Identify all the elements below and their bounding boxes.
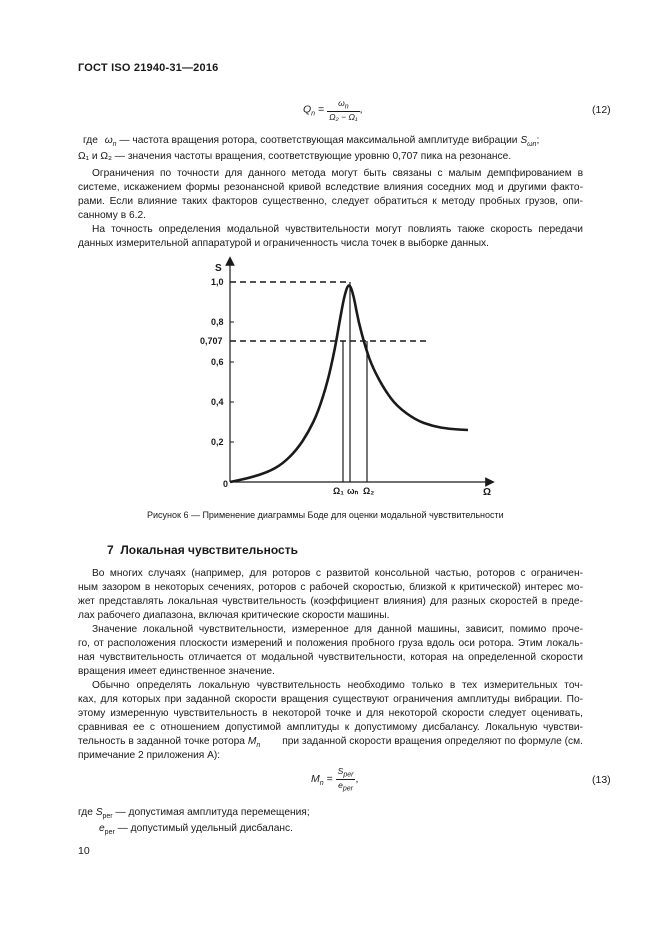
where-eper-line	[99, 822, 293, 839]
equation-12-number: (12)	[592, 104, 611, 116]
equation-13-number: (13)	[592, 774, 611, 786]
s7-p3-line: примечание 2 приложения А):	[78, 750, 221, 761]
para2-line: данных измерительной аппаратурой и ограниченность числа точек в выборке данных.	[78, 238, 489, 249]
y-tick-label: 0,6	[211, 357, 224, 367]
omega-symbol: ω	[104, 135, 113, 146]
x-tick-omega2: Ω₂	[363, 486, 375, 496]
section-title: Локальная чувствительность	[120, 543, 298, 557]
eper-symbol: e	[99, 823, 105, 834]
para2-line: На точность определения модальной чувствительности могут повлиять также скорость передачи	[92, 224, 583, 235]
eq12-numerator-sub: n	[344, 103, 349, 111]
equation-13: $M_n$ = $\frac{S_{per}}{e_{per}}$ ,	[311, 766, 359, 793]
eq12-tail: ,	[359, 103, 363, 116]
y-tick-label: 0,8	[211, 317, 224, 327]
s7-p1-line: ным зазором в некоторых сечениях, роторов с рабочей скоростью, близкой к критической) интерес мо-	[78, 582, 583, 593]
section-number: 7	[107, 543, 114, 557]
s7-p3-line: ках, для которых при заданной скорости вращения существуют ограничения амплитуды вибрации. По-	[78, 694, 583, 705]
y-ticks	[230, 282, 234, 442]
eq12-denominator: Ω₂ − Ω₁	[329, 111, 358, 122]
where-omega-text: — частота вращения ротора, соответствующая максимальной амплитуде вибрации	[119, 135, 518, 146]
s7-p1-line: жет представлять локальная чувствительность (коэффициент влияния) для разных скоростей в преде-	[78, 596, 583, 607]
eq13-tail: ,	[355, 772, 359, 785]
s7-p3-line: Обычно определять локальную чувствительность необходимо только в тех измерительных точ-	[92, 680, 583, 691]
para1-line: Ограничения по точности для данного метода могут быть связаны с малым демпфированием в	[92, 168, 583, 179]
sper-symbol: S	[95, 807, 103, 818]
s7-p1-line: Во многих случаях (например, для роторов с развитой консольной частью, роторов с ограничен-	[92, 568, 583, 579]
equation-12: $Q_n$ = $\frac{\omega_n}{\text{Ω₂ − Ω₁}}$ ,	[303, 98, 363, 122]
para1-line: рами. Если влияние таких факторов существенно, следует обратиться к методу пробных грузов, опи-	[78, 196, 583, 207]
where-end: ;	[536, 135, 540, 146]
eq13-denominator: e	[338, 779, 343, 790]
eq13-denominator-sub: per	[342, 785, 353, 793]
eq13-lhs: M	[311, 772, 320, 785]
x-tick-omega1: Ω₁	[333, 486, 344, 496]
where-sper-text: — допустимая амплитуда перемещения;	[115, 807, 310, 818]
y-tick-label: 0,707	[200, 336, 223, 346]
y-tick-label: 0,4	[211, 397, 224, 407]
y-axis-label: S	[215, 263, 222, 274]
para1-line: системе, искажением формы резонансной кривой вследствие влияния соседних мод и другими факто-	[78, 182, 583, 193]
s7-p3-line: этому измеренную чувствительность в некоторой точке и для некоторой скорости следует оценивать,	[78, 708, 583, 719]
eq12-lhs: Q	[303, 103, 312, 116]
document-header: ГОСТ ISO 21940-31—2016	[78, 62, 219, 74]
sper-subscript: per	[102, 813, 113, 821]
eq12-lhs-sub: n	[311, 110, 316, 118]
x-axis-label: Ω	[483, 487, 492, 498]
s7-p2-line: вращения имеет единственное значение.	[78, 666, 275, 677]
s7-p3-line-part: при заданной скорости вращения определяют по формуле (см.	[282, 736, 583, 747]
x-tick-omega-n: ωₙ	[347, 486, 359, 496]
s7-p2-line: го, от расположения плоскости измерений и положения пробного груза вдоль оси ротора. Этим локаль-	[78, 638, 583, 649]
mn-subscript: n	[256, 742, 261, 750]
where-sper-line	[78, 806, 310, 823]
s-symbol: S	[520, 135, 528, 146]
s7-p2-line: Значение локальной чувствительности, измеренное для данной машины, зависит, помимо проче-	[92, 624, 583, 635]
eper-subscript: per	[104, 829, 115, 837]
origin-label: 0	[223, 479, 229, 489]
bode-diagram	[190, 255, 500, 500]
s7-p1-line: лах рабочего диапазона, включая критические скорости машины.	[78, 610, 390, 621]
where-omega-line	[83, 134, 539, 151]
s7-p3-line-part: тельность в заданной точке ротора $M_n$	[78, 736, 261, 750]
mn-symbol: M	[247, 736, 257, 747]
eq12-numerator: ω	[338, 98, 345, 108]
resonance-curve	[230, 286, 468, 483]
where-omega12-line: Ω₁ и Ω₂ — значения частоты вращения, соответствующие уровню 0,707 пика на резонансе.	[78, 151, 512, 162]
where-prefix: где	[83, 135, 98, 146]
y-tick-label: 0,2	[211, 437, 224, 447]
where-eper-text: — допустимый удельный дисбаланс.	[117, 823, 293, 834]
y-tick-label: 1,0	[211, 277, 224, 287]
where-prefix: где	[78, 807, 93, 818]
eq13-lhs-sub: n	[319, 780, 324, 788]
figure-caption: Рисунок 6 — Применение диаграммы Боде для оценки модальной чувствительности	[147, 510, 504, 520]
omega-subscript: n	[112, 141, 117, 149]
s-subscript: ωn	[527, 141, 537, 149]
s7-p2-line: ная чувствительность отличается от модальной чувствительности, которая на определенной скорости	[78, 652, 583, 663]
page-number: 10	[78, 845, 90, 857]
para1-line: санному в 6.2.	[78, 210, 146, 221]
eq13-numerator: S	[337, 766, 344, 776]
s7-p3-line: сравнивая ее с отношением допустимой амплитуды к допустимому дисбалансу. Локальную чувстви-	[78, 722, 583, 733]
eq13-numerator-sub: per	[343, 771, 354, 779]
section-heading	[107, 543, 298, 557]
